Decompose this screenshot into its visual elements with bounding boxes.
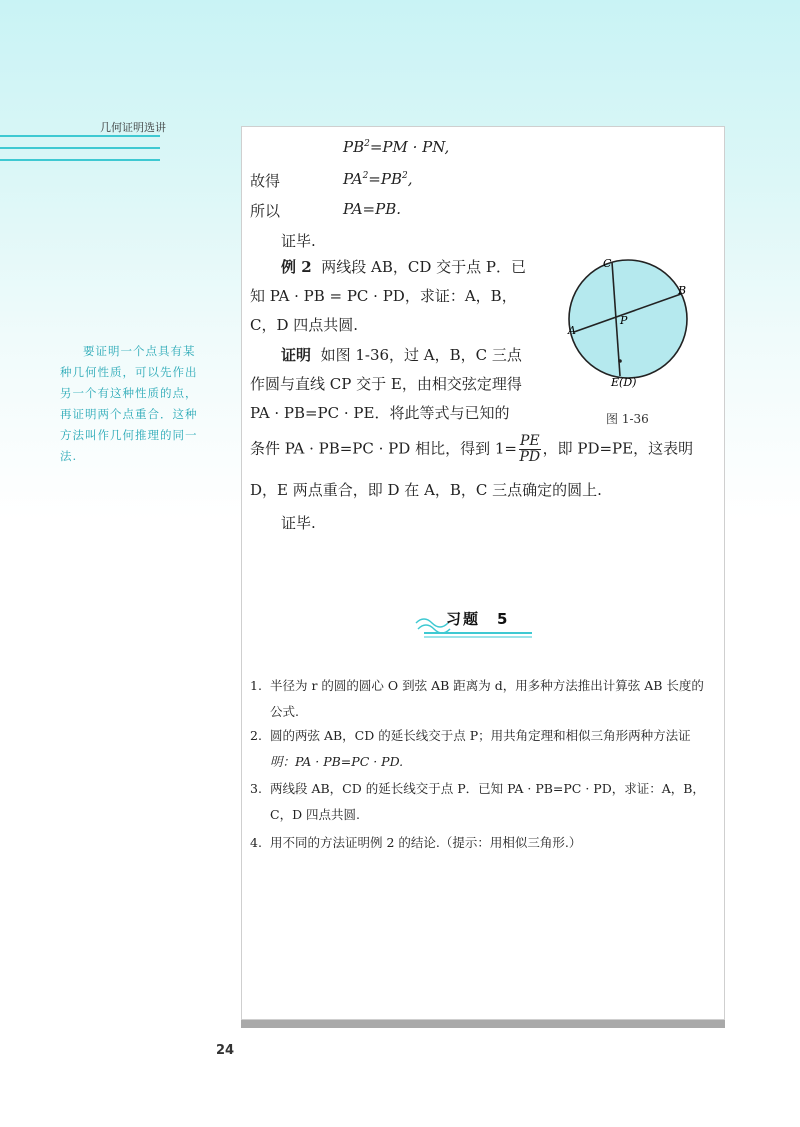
label-p: P	[620, 314, 628, 327]
fraction-numerator: PE	[519, 433, 540, 449]
header-rule	[0, 135, 160, 137]
qed-1: 证毕.	[281, 232, 316, 250]
exercise-number: 4.	[250, 835, 262, 850]
example-2-proof	[250, 341, 560, 428]
label-so: 所以	[250, 202, 281, 220]
margin-note: 要证明一个点具有某种几何性质，可以先作出另一个有这种性质的点，再证明两个点重合．这种方法叫作几何推理的同一法.	[60, 344, 198, 463]
equation-pa-squared: $PA^2=PB^2$,	[343, 170, 413, 188]
exercise-item-3	[250, 776, 720, 828]
label-a: A	[568, 324, 576, 337]
example-2-line-a: 两线段 AB，CD 交于点 P．已	[321, 258, 526, 276]
example-2-heading: 例 2	[281, 258, 312, 276]
equation-pa-equals-pb: PA=PB.	[343, 200, 402, 218]
label-therefore: 故得	[250, 172, 281, 190]
proof-line-b: 作圆与直线 CP 交于 E，由相交弦定理得	[250, 375, 522, 393]
circle	[569, 260, 687, 378]
label-c: C	[603, 257, 612, 270]
figure-circle-diagram	[560, 252, 700, 392]
equation-pb-squared: $PB^2=PM$ · PN,	[343, 138, 450, 156]
exercise-text-cont: C，D 四点共圆.	[270, 807, 361, 822]
exercise-text: 圆的两弦 AB，CD 的延长线交于点 P；用共角定理和相似三角形两种方法证	[270, 728, 691, 743]
exercise-text-cont: 明：PA · PB=PC · PD.	[270, 754, 404, 769]
exercise-item-1	[250, 673, 720, 725]
exercise-item-2	[250, 723, 720, 775]
example-2-line-c: C，D 四点共圆.	[250, 316, 359, 334]
proof-line-d	[250, 434, 720, 465]
example-2-statement	[250, 253, 550, 340]
exercise-number: 1.	[250, 678, 262, 693]
figure-caption: 图 1-36	[606, 412, 649, 426]
exercise-text-cont: 公式.	[270, 704, 299, 719]
label-e-d: E(D)	[611, 376, 637, 389]
exercise-number: 2.	[250, 728, 262, 743]
exercise-number: 3.	[250, 781, 262, 796]
header-rule	[0, 159, 160, 161]
proof-heading: 证明	[281, 346, 312, 364]
header-rule	[0, 147, 160, 149]
exercise-text: 半径为 r 的圆的圆心 O 到弦 AB 距离为 d，用多种方法推出计算弦 AB 长度的	[270, 678, 704, 693]
proof-line-d-pre: 条件 PA · PB=PC · PD 相比，得到 1=	[250, 439, 517, 458]
qed-2: 证毕.	[281, 514, 316, 532]
exercise-title-banner	[414, 606, 534, 640]
exercise-text: 两线段 AB，CD 的延长线交于点 P．已知 PA · PB=PC · PD，求证：A，B，	[270, 781, 705, 796]
proof-line-d-post: ，即 PD=PE，这表明	[542, 439, 694, 458]
page-number: 24	[216, 1043, 235, 1058]
footer-bar	[241, 1020, 725, 1028]
proof-line-c: PA · PB=PC · PE．将此等式与已知的	[250, 404, 510, 422]
fraction-denominator: PD	[519, 449, 541, 465]
label-b: B	[678, 284, 687, 297]
exercise-text: 用不同的方法证明例 2 的结论.（提示：用相似三角形.）	[270, 835, 582, 850]
proof-line-e: D，E 两点重合，即 D 在 A，B，C 三点确定的圆上.	[250, 481, 602, 499]
example-2-line-b: 知 PA · PB = PC · PD，求证：A，B，	[250, 287, 517, 305]
exercise-title: 习题 5	[446, 610, 510, 628]
section-title: 几何证明选讲	[100, 121, 166, 134]
fraction-pe-pd	[519, 434, 541, 465]
proof-line-a: 如图 1-36，过 A，B，C 三点	[320, 346, 522, 364]
exercise-item-4	[250, 830, 720, 856]
point-d	[618, 359, 622, 363]
